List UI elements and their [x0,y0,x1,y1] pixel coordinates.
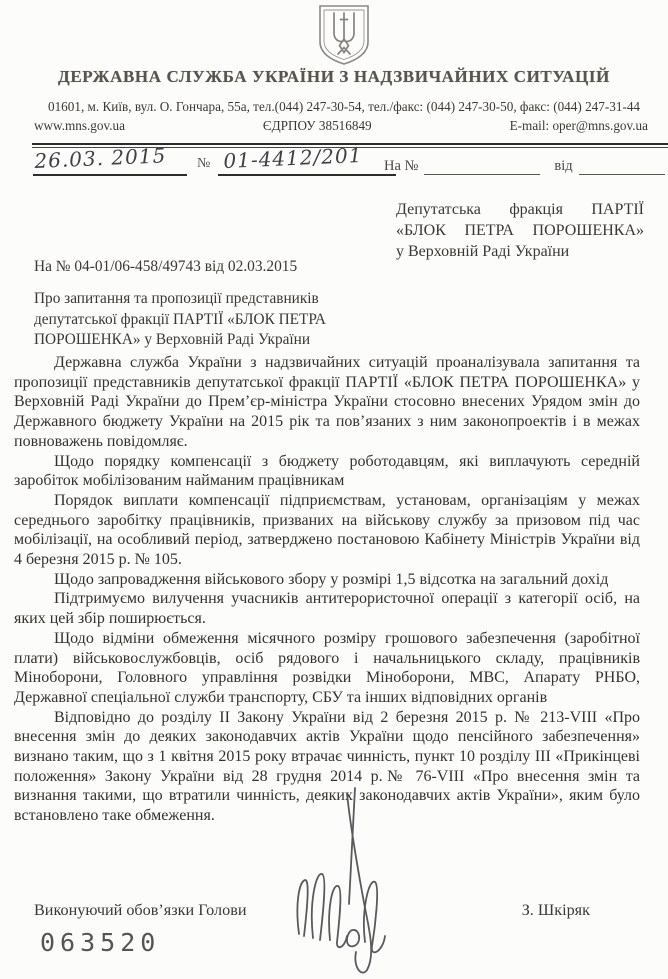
paragraph: Відповідно до розділу II Закону України від 2 березня 2015 р. № 213-VIII «Про внесення змін до деяких законодавчих актів України щодо пенсійного забезпечення» визнано таким, що з 1 квітня 2015 року втрачає чинність, пункт 10 розділу III «Прикінцеві положення» Закону України від 28 грудня 2014 р.№ 76-VIII «Про внесення змін та визнання такими, що втратили чинність, деяких законодавчих актів України», яким було встановлено таке обмеження. [14,708,640,825]
paragraph: Державна служба України з надзвичайних ситуацій проаналізувала запитання та пропозиції представників депутатської фракції ПАРТІЇ «БЛОК ПЕТРА ПОРОШЕНКА» у Верховній Раді України до Прем’єр-міністра України стосовно внесених Урядом змін до Державного бюджету України на 2015 рік та пов’язаних з ним законопроектів і в межах повноважень повідомляє. [14,354,640,450]
incoming-number-label: На № [384,158,419,174]
email: E-mail: oper@mns.gov.ua [509,118,648,133]
letter-body [14,353,640,826]
recipient-line: «БЛОК ПЕТРА ПОРОШЕНКА» [396,222,644,239]
incoming-number-blank [424,160,540,175]
recipient-line: Депутатська фракція ПАРТІЇ [396,201,644,218]
handwritten-signature-icon [289,786,404,978]
outgoing-date-handwritten: 26.03. 2015 [33,143,167,173]
outgoing-number-handwritten: 01-4412/201 [223,142,364,173]
incoming-reference-blank-row [384,158,665,175]
paragraph: Щодо відміни обмеження місячного розміру грошового забезпечення (заробітної плати) військовослужбовців, осіб рядового і начальницького складу, працівників Міноборони, Головного управління розвідки Міноборони, МВС, Апарату РНБО, Державної спеціальної служби транспорту, СБУ та інших відповідних органів [14,629,640,706]
incoming-reference: На № 04-01/06-458/49743 від 02.03.2015 [34,258,298,275]
stamp-number: 063520 [40,928,161,957]
agency-title: ДЕРЖАВНА СЛУЖБА УКРАЇНИ З НАДЗВИЧАЙНИХ СИТУАЦІЙ [58,67,610,86]
outgoing-reference-row [33,142,396,176]
edrpou-code: ЄДРПОУ 38516849 [262,118,372,133]
paragraph: Щодо запровадження військового збору у розмірі 1,5 відсотка на загальний дохід [54,570,609,588]
incoming-date-label: від [554,158,573,174]
paragraph: Щодо порядку компенсації з бюджету роботодавцям, які виплачують середній заробіток мобілізованим найманим працівникам [14,452,640,490]
outgoing-date-field [33,143,187,176]
recipient-block [396,199,644,262]
subject-block: Про запитання та пропозиції представників депутатської фракції ПАРТІЇ «БЛОК ПЕТРА ПОРОШЕНКА» у Верховній Раді України [34,290,326,349]
incoming-date-blank [579,160,665,175]
paragraph: Підтримуємо вилучення учасників антитерористочної операції з категорії осіб, на яких цей збір поширюється. [14,590,640,628]
address-line: 01601, м. Київ, вул. О. Гончара, 55а, тел.(044) 247-30-54, тел./факс: (044) 247-30-50, факс: (044) 247-31-44 [47,99,641,114]
ukraine-trident-emblem-icon [317,4,371,66]
website: www.mns.gov.ua [34,118,125,133]
outgoing-number-field [218,142,396,176]
number-sign: № [197,156,211,171]
paragraph: Порядок виплати компенсації підприємствам, установам, організаціям у межах середнього заробітку працівників, призваних на військову службу за призовом під час мобілізації, на особливий період, затверджено постановою Кабінету Міністрів України від 4 березня 2015 р. № 105. [14,491,640,569]
contact-line [34,118,648,134]
signer-title: Виконуючий обов’язки Голови [34,901,247,919]
signer-name: З. Шкіряк [521,901,590,919]
recipient-line: у Верховній Раді України [396,243,570,260]
